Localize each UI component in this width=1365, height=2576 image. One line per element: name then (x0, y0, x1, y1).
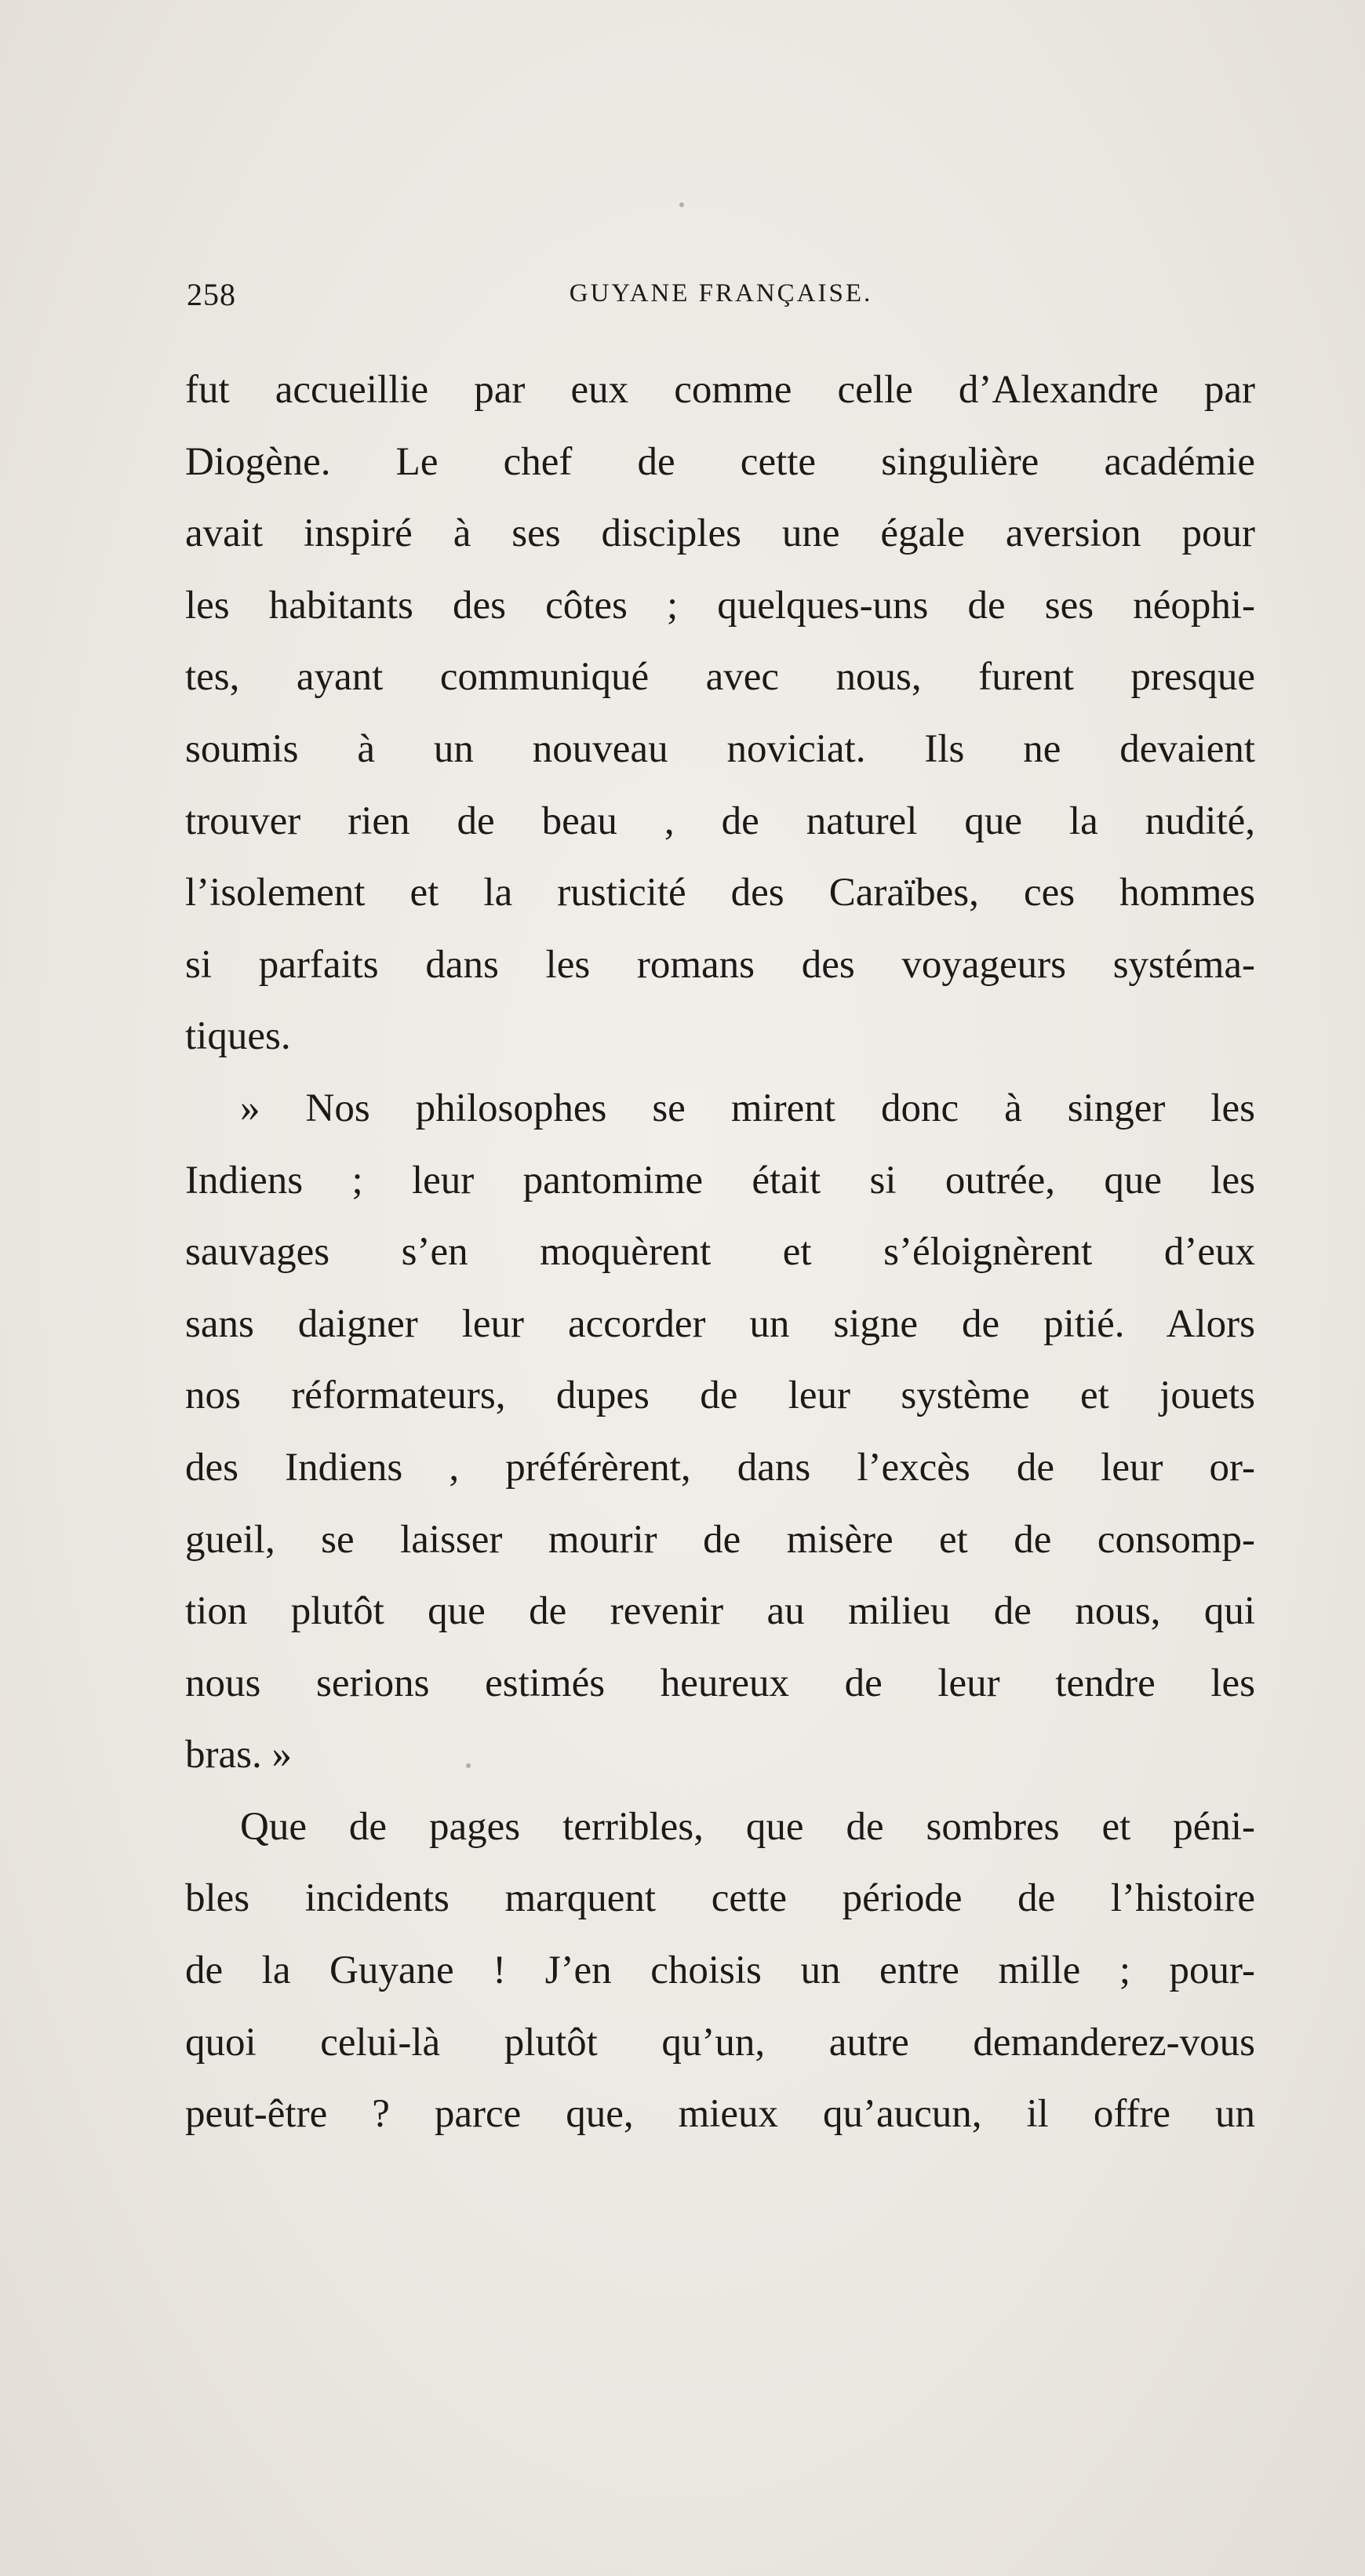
text-line: tes, ayant communiqué avec nous, furent presque (185, 655, 1255, 700)
page-header (187, 276, 1255, 323)
text-line: sans daigner leur accorder un signe de pitié. Alors (185, 1301, 1255, 1346)
text-line: de la Guyane ! J’en choisis un entre mille ; pour- (185, 1948, 1255, 1993)
text-line: Diogène. Le chef de cette singulière académie (185, 439, 1255, 484)
text-line: » Nos philosophes se mirent donc à singer les (240, 1086, 1255, 1130)
text-line: les habitants des côtes ; quelques-uns de ses néophi- (185, 583, 1255, 628)
text-line: des Indiens , préférèrent, dans l’excès de leur or- (185, 1445, 1255, 1490)
text-line: avait inspiré à ses disciples une égale aversion pour (185, 511, 1255, 556)
text-line: peut-être ? parce que, mieux qu’aucun, il offre un (185, 2092, 1255, 2137)
text-line: gueil, se laisser mourir de misère et de consomp- (185, 1517, 1255, 1562)
body-text (185, 355, 1255, 2151)
page-speck (679, 202, 684, 207)
text-line: Indiens ; leur pantomime était si outrée, que les (185, 1158, 1255, 1202)
text-line: nous serions estimés heureux de leur tendre les (185, 1661, 1255, 1705)
text-line: tiques. (185, 1014, 291, 1059)
text-line: Que de pages terribles, que de sombres et péni- (240, 1804, 1255, 1849)
text-line: bras. » (185, 1733, 292, 1777)
page-number: 258 (187, 277, 236, 312)
text-line: sauvages s’en moquèrent et s’éloignèrent d’eux (185, 1230, 1255, 1275)
text-line: tion plutôt que de revenir au milieu de nous, qui (185, 1589, 1255, 1634)
text-line: trouver rien de beau , de naturel que la nudité, (185, 799, 1255, 843)
text-line: nos réformateurs, dupes de leur système et jouets (185, 1374, 1255, 1418)
text-line: l’isolement et la rusticité des Caraïbes, ces hommes (185, 871, 1255, 915)
text-line: si parfaits dans les romans des voyageurs systéma- (185, 942, 1255, 987)
text-line: fut accueillie par eux comme celle d’Alexandre par (185, 368, 1255, 412)
text-line: soumis à un nouveau noviciat. Ils ne devaient (185, 726, 1255, 771)
running-head: GUYANE FRANÇAISE. (569, 279, 873, 307)
text-line: quoi celui-là plutôt qu’un, autre demanderez-vous (185, 2020, 1255, 2065)
text-line: bles incidents marquent cette période de l’histoire (185, 1876, 1255, 1921)
